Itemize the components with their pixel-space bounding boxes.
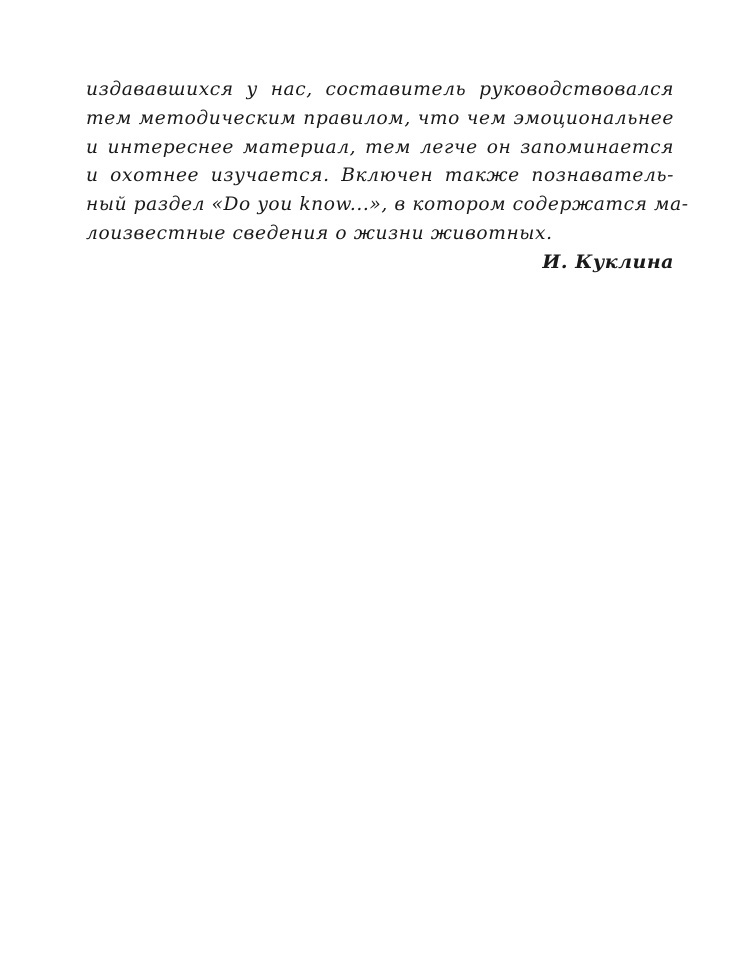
text-line: издававшихся у нас, составитель руководствовался [86,79,674,100]
paragraph [86,76,689,249]
author-signature: И. Куклина [542,251,674,273]
text-line: тем методическим правилом, что чем эмоциональнее [86,107,674,129]
text-line: ный раздел «Do you know...», в котором содержатся ма- [86,194,689,216]
text-line: и интереснее материал, тем легче он запоминается [86,136,674,158]
text-line: лоизвестные сведения о жизни животных. [86,222,553,244]
text-line: и охотнее изучается. Включен также познаватель- [86,165,674,187]
